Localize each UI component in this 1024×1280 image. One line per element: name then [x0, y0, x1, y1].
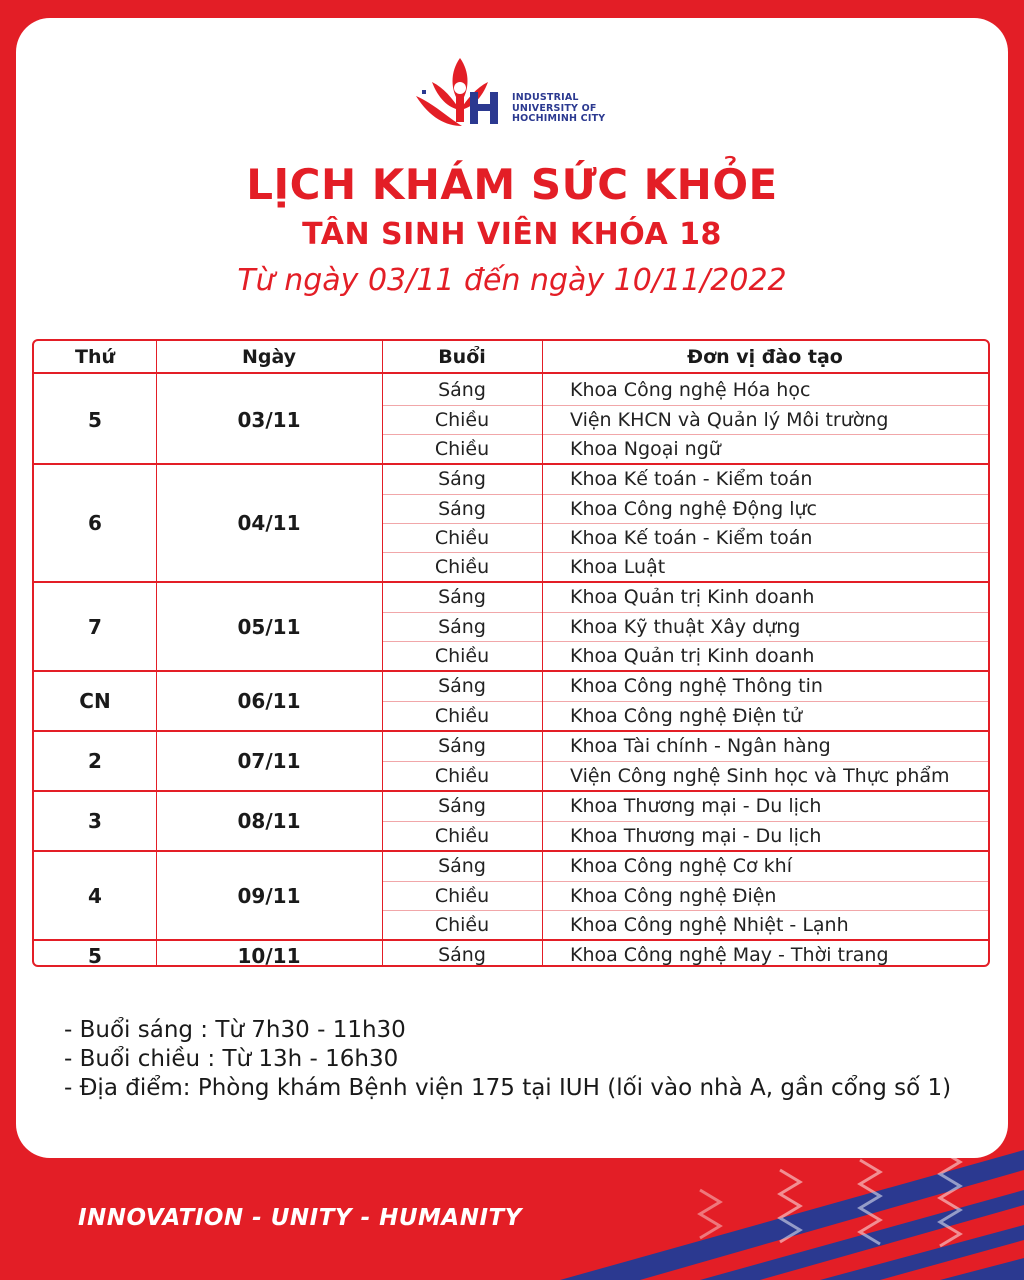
- unit-cell: Khoa Ngoại ngữ: [570, 438, 721, 460]
- weekday-cell: 7: [88, 614, 102, 639]
- weekday-cell: 5: [88, 943, 102, 967]
- slogan: INNOVATION - UNITY - HUMANITY: [78, 1205, 522, 1231]
- date-cell: 05/11: [237, 614, 301, 639]
- lotus-logo-icon: [412, 50, 512, 130]
- page-subtitle: TÂN SINH VIÊN KHÓA 18: [302, 217, 722, 252]
- session-cell: Sáng: [438, 379, 486, 401]
- table-row: [382, 732, 988, 761]
- logo-wordmark: [512, 93, 605, 125]
- table-row: [382, 852, 988, 881]
- session-cell: Sáng: [438, 616, 486, 638]
- unit-cell: Khoa Công nghệ Cơ khí: [570, 855, 792, 877]
- session-cell: Sáng: [438, 498, 486, 520]
- notes: [64, 1016, 951, 1103]
- session-cell: Chiều: [434, 556, 490, 578]
- session-cell: Chiều: [434, 645, 490, 667]
- session-cell: Chiều: [434, 885, 490, 907]
- table-row: [382, 941, 988, 967]
- unit-cell: Khoa Kế toán - Kiểm toán: [570, 468, 813, 490]
- date-cell: 10/11: [237, 943, 301, 967]
- table-row: [382, 672, 988, 701]
- schedule-day-group: [34, 939, 988, 967]
- date-cell: 07/11: [237, 749, 301, 773]
- table-row: [382, 641, 988, 670]
- note-morning: - Buổi sáng : Từ 7h30 - 11h30: [64, 1017, 406, 1043]
- column-divider: [156, 341, 157, 965]
- date-cell: 06/11: [237, 689, 301, 713]
- schedule-day-group: [34, 463, 988, 581]
- header-session: Buổi: [438, 346, 486, 368]
- weekday-cell: 4: [88, 883, 102, 908]
- session-cell: Chiều: [434, 438, 490, 460]
- table-row: [382, 465, 988, 494]
- schedule-day-group: [34, 790, 988, 850]
- session-cell: Chiều: [434, 409, 490, 431]
- logo-line-3: HOCHIMINH CITY: [512, 113, 606, 124]
- unit-cell: Khoa Công nghệ Điện: [570, 885, 777, 907]
- table-row: [382, 523, 988, 552]
- table-row: [382, 701, 988, 730]
- date-range: Từ ngày 03/11 đến ngày 10/11/2022: [237, 263, 787, 298]
- unit-cell: Khoa Công nghệ May - Thời trang: [570, 944, 889, 966]
- schedule-table: [32, 339, 990, 967]
- weekday-cell: 6: [88, 511, 102, 535]
- date-cell: 09/11: [237, 883, 301, 908]
- session-cell: Chiều: [434, 527, 490, 549]
- page-title: LỊCH KHÁM SỨC KHỎE: [246, 160, 778, 209]
- table-row: [382, 910, 988, 939]
- table-row: [382, 405, 988, 434]
- unit-cell: Khoa Công nghệ Động lực: [570, 498, 817, 520]
- table-row: [382, 552, 988, 581]
- unit-cell: Khoa Thương mại - Du lịch: [570, 795, 822, 817]
- schedule-day-group: [34, 850, 988, 939]
- logo-line-2: UNIVERSITY OF: [512, 102, 597, 114]
- schedule-day-group: [34, 376, 988, 463]
- table-row: [382, 761, 988, 790]
- unit-cell: Viện KHCN và Quản lý Môi trường: [570, 409, 889, 431]
- unit-cell: Khoa Công nghệ Thông tin: [570, 675, 823, 697]
- session-cell: Sáng: [438, 468, 486, 490]
- weekday-cell: 5: [88, 407, 102, 432]
- date-cell: 03/11: [237, 407, 301, 432]
- unit-cell: Khoa Kế toán - Kiểm toán: [570, 527, 813, 549]
- schedule-day-group: [34, 670, 988, 730]
- column-divider: [382, 341, 383, 965]
- session-cell: Chiều: [434, 765, 490, 787]
- session-cell: Sáng: [438, 795, 486, 817]
- table-row: [382, 612, 988, 641]
- column-divider: [542, 341, 543, 965]
- unit-cell: Khoa Quản trị Kinh doanh: [570, 586, 815, 608]
- unit-cell: Khoa Tài chính - Ngân hàng: [570, 735, 831, 757]
- unit-cell: Khoa Quản trị Kinh doanh: [570, 645, 815, 667]
- session-cell: Sáng: [438, 586, 486, 608]
- session-cell: Sáng: [438, 944, 486, 966]
- session-cell: Chiều: [434, 825, 490, 847]
- session-cell: Chiều: [434, 705, 490, 727]
- table-header: [34, 341, 988, 374]
- session-cell: Chiều: [434, 914, 490, 936]
- note-afternoon: - Buổi chiều : Từ 13h - 16h30: [64, 1046, 399, 1072]
- header-unit: Đơn vị đào tạo: [687, 346, 843, 368]
- weekday-cell: 3: [88, 809, 102, 833]
- unit-cell: Khoa Công nghệ Điện tử: [570, 705, 802, 727]
- table-row: [382, 821, 988, 850]
- schedule-day-group: [34, 581, 988, 670]
- date-cell: 08/11: [237, 809, 301, 833]
- unit-cell: Khoa Thương mại - Du lịch: [570, 825, 822, 847]
- weekday-cell: 2: [88, 749, 102, 773]
- logo-line-1: INDUSTRIAL: [512, 92, 579, 103]
- table-row: [382, 881, 988, 910]
- weekday-cell: CN: [79, 689, 111, 713]
- unit-cell: Khoa Công nghệ Hóa học: [570, 379, 811, 401]
- table-row: [382, 583, 988, 612]
- session-cell: Sáng: [438, 735, 486, 757]
- unit-cell: Khoa Kỹ thuật Xây dựng: [570, 616, 801, 638]
- unit-cell: Khoa Công nghệ Nhiệt - Lạnh: [570, 914, 849, 936]
- table-row: [382, 792, 988, 821]
- header-weekday: Thứ: [74, 346, 115, 368]
- date-cell: 04/11: [237, 511, 301, 535]
- note-location: - Địa điểm: Phòng khám Bệnh viện 175 tại IUH (lối vào nhà A, gần cổng số 1): [64, 1075, 952, 1101]
- header-date: Ngày: [241, 346, 297, 368]
- table-row: [382, 376, 988, 405]
- unit-cell: Khoa Luật: [570, 556, 666, 578]
- table-row: [382, 434, 988, 463]
- session-cell: Sáng: [438, 675, 486, 697]
- unit-cell: Viện Công nghệ Sinh học và Thực phẩm: [570, 765, 950, 787]
- schedule-day-group: [34, 730, 988, 790]
- table-row: [382, 494, 988, 523]
- iuh-logo: [412, 50, 622, 130]
- session-cell: Sáng: [438, 855, 486, 877]
